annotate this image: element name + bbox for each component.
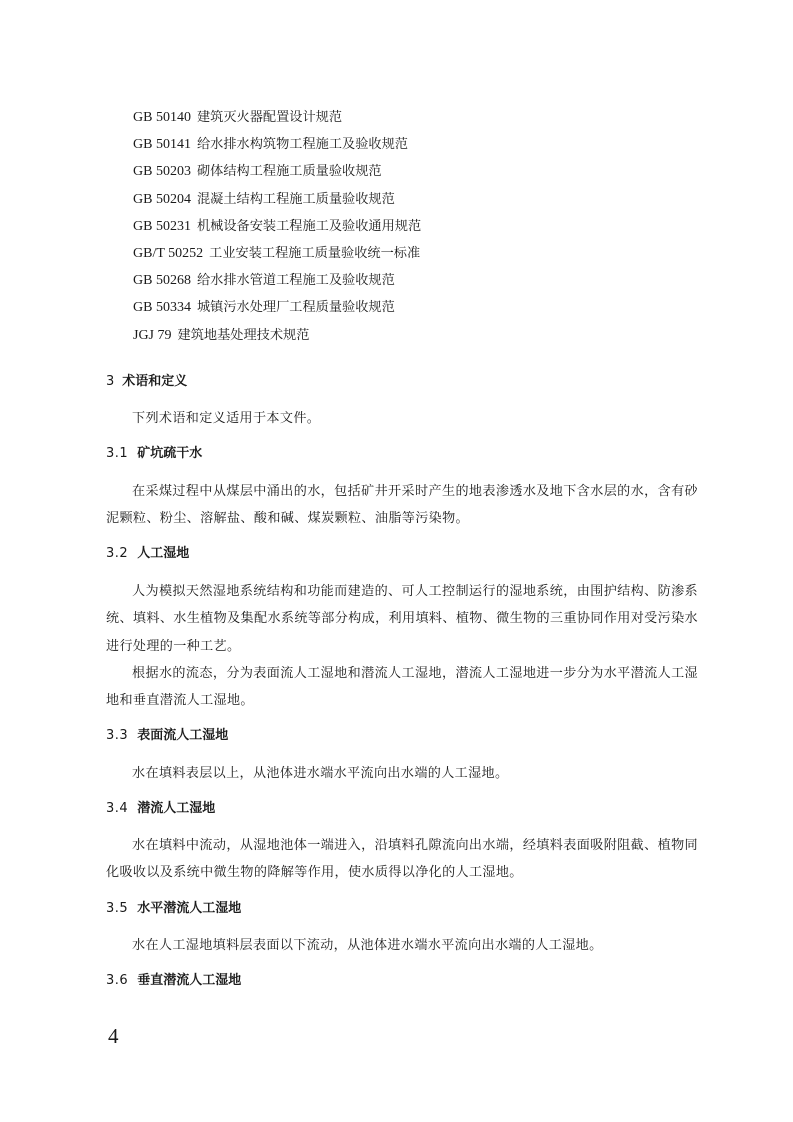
reference-item: [133, 322, 421, 349]
section-number: 3: [106, 374, 115, 389]
reference-code: GB 50334: [133, 300, 191, 316]
term-title: 人工湿地: [137, 546, 190, 561]
term-definition: 水在填料表层以上，从池体进水端水平流向出水端的人工湿地。: [132, 766, 509, 781]
section-title: 术语和定义: [122, 374, 188, 389]
term-number: 3.5: [106, 901, 129, 916]
normative-references-list: [133, 104, 421, 349]
reference-code: GB 50203: [133, 164, 191, 180]
term-number: 3.6: [106, 973, 129, 988]
term-number: 3.3: [106, 728, 129, 743]
reference-code: GB 50268: [133, 273, 191, 289]
term-definition: 水在人工湿地填料层表面以下流动，从池体进水端水平流向出水端的人工湿地。: [132, 938, 603, 953]
reference-code: GB 50204: [133, 191, 191, 207]
reference-item: [133, 131, 421, 158]
reference-name: 给水排水管道工程施工及验收规范: [196, 273, 395, 289]
reference-item: [133, 240, 421, 267]
term-heading: [106, 727, 228, 745]
term-definition: 水在填料中流动，从湿地池体一端进入，沿填料孔隙流向出水端，经填料表面吸附阻截、植物同化吸收以及系统中微生物的降解等作用，使水质得以净化的人工湿地。: [106, 838, 698, 881]
reference-code: GB/T 50252: [133, 245, 204, 261]
term-definition: 人为模拟天然湿地系统结构和功能而建造的、可人工控制运行的湿地系统，由围护结构、防渗系统、填料、水生植物及集配水系统等部分构成，利用填料、植物、微生物的三重协同作用对受污染水进行处理的一种工艺。: [106, 584, 698, 654]
term-title: 水平潜流人工湿地: [137, 901, 242, 916]
term-title: 潜流人工湿地: [137, 801, 216, 816]
term-heading: [106, 545, 189, 563]
term-heading: [106, 972, 241, 990]
reference-code: GB 50140: [133, 110, 191, 125]
reference-name: 混凝土结构工程施工质量验收规范: [196, 191, 395, 207]
reference-name: 给水排水构筑物工程施工及验收规范: [196, 137, 408, 153]
reference-item: [133, 213, 421, 240]
reference-item: [133, 104, 421, 131]
reference-name: 工业安装工程施工质量验收统一标准: [209, 245, 421, 261]
term-heading: [106, 800, 215, 818]
reference-item: [133, 294, 421, 321]
term-number: 3.1: [106, 446, 129, 461]
reference-item: [133, 158, 421, 185]
reference-code: GB 50231: [133, 218, 191, 234]
term-heading: [106, 900, 241, 918]
term-number: 3.2: [106, 546, 129, 561]
section-heading: [106, 373, 187, 391]
reference-code: JGJ 79: [133, 327, 172, 343]
section-intro: 下列术语和定义适用于本文件。: [132, 411, 321, 426]
term-heading: [106, 445, 202, 463]
term-definition: 在采煤过程中从煤层中涌出的水，包括矿井开采时产生的地表渗透水及地下含水层的水，含有砂泥颗粒、粉尘、溶解盐、酸和碱、煤炭颗粒、油脂等污染物。: [106, 484, 698, 527]
reference-code: GB 50141: [133, 137, 191, 153]
page-number: 4: [108, 1024, 119, 1048]
reference-name: 建筑灭火器配置设计规范: [196, 110, 343, 125]
reference-name: 建筑地基处理技术规范: [177, 327, 310, 343]
reference-name: 城镇污水处理厂工程质量验收规范: [196, 300, 395, 316]
reference-name: 砌体结构工程施工质量验收规范: [196, 164, 382, 180]
term-title: 矿坑疏干水: [137, 446, 203, 461]
reference-item: [133, 267, 421, 294]
term-note: 根据水的流态，分为表面流人工湿地和潜流人工湿地，潜流人工湿地进一步分为水平潜流人工湿地和垂直潜流人工湿地。: [106, 666, 698, 709]
term-title: 表面流人工湿地: [137, 728, 229, 743]
reference-name: 机械设备安装工程施工及验收通用规范: [196, 218, 422, 234]
term-number: 3.4: [106, 801, 129, 816]
term-title: 垂直潜流人工湿地: [137, 973, 242, 988]
reference-item: [133, 186, 421, 213]
